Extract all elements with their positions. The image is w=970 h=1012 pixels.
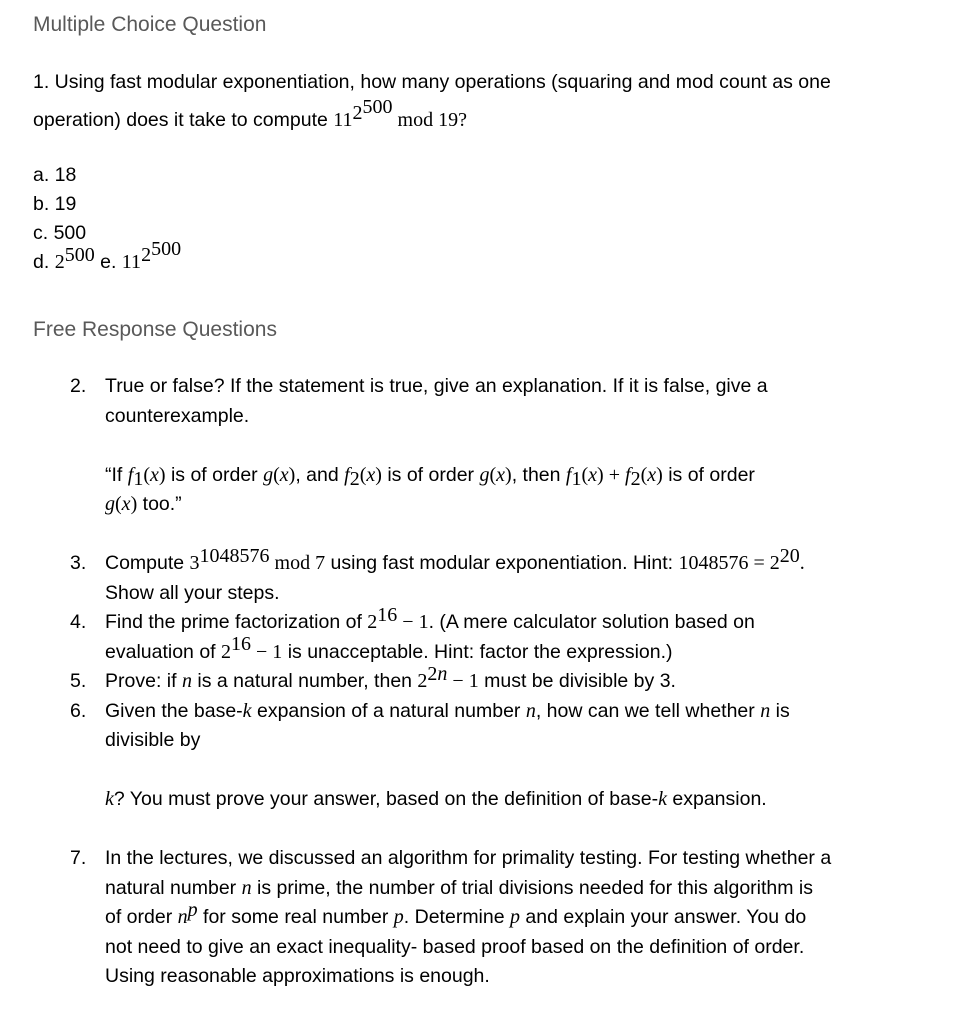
text-run: expansion of a natural number — [251, 699, 526, 722]
math-variable: f — [565, 463, 572, 486]
math-variable: f — [127, 463, 134, 486]
text-run: , how can we tell whether — [535, 699, 761, 722]
math-run: − 1 — [397, 611, 429, 633]
item-number: 3. — [70, 552, 87, 574]
math-run: 11 — [333, 109, 353, 131]
superscript — [231, 633, 252, 656]
math-variable: g — [479, 463, 490, 486]
text-run: operation) does it take to compute — [33, 109, 334, 131]
math-variable: n — [525, 699, 536, 722]
math-variable: k — [242, 699, 252, 722]
math-variable: n — [241, 876, 252, 899]
text-line — [105, 785, 944, 815]
math-variable: k — [105, 788, 114, 810]
math-variable: x — [121, 493, 131, 515]
answer-option — [33, 237, 944, 277]
item-content — [105, 544, 944, 608]
math-run: ( — [581, 463, 589, 486]
text-run: Prove: if — [105, 670, 182, 692]
math-run: 2 — [221, 640, 232, 663]
math-run: − 1 — [447, 670, 479, 692]
text-run: , and — [295, 463, 345, 486]
math-run: ( — [115, 493, 122, 515]
text-line — [105, 461, 944, 491]
math-variable: p — [510, 906, 520, 928]
math-run: 500 — [151, 237, 182, 260]
math-run: 2 — [349, 467, 360, 490]
text-run: d. — [33, 251, 55, 273]
text-run: “If — [105, 463, 128, 486]
item-content — [105, 372, 944, 549]
section-heading-multiple-choice: Multiple Choice Question — [33, 13, 267, 36]
item-content — [105, 603, 944, 667]
math-variable: k — [658, 788, 667, 810]
math-run: 1 — [571, 467, 582, 490]
text-run: expansion. — [666, 788, 767, 810]
math-variable: x — [496, 463, 506, 486]
text-run: . Determine — [403, 906, 510, 928]
math-run: 500 — [64, 243, 95, 266]
math-variable: x — [366, 463, 376, 486]
frq-item — [70, 844, 944, 992]
math-run: 1048576 = 2 — [678, 552, 780, 574]
frq-item — [70, 662, 944, 697]
math-run: 16 — [231, 633, 252, 656]
text-run: natural number — [105, 876, 242, 899]
text-run: of order — [105, 906, 178, 928]
math-run: 2 — [630, 467, 641, 490]
item-number: 5. — [70, 670, 87, 692]
text-run: b. 19 — [33, 193, 77, 215]
superscript — [427, 662, 448, 685]
math-run: 2 — [141, 243, 152, 266]
text-run: using fast modular exponentiation. Hint: — [325, 552, 679, 574]
math-run: ( — [143, 463, 150, 486]
math-run: − 1 — [251, 640, 283, 663]
superscript — [199, 544, 270, 567]
text-run: evaluation of — [105, 640, 222, 663]
math-run: 16 — [377, 603, 398, 626]
superscript — [779, 544, 800, 567]
item-content — [105, 844, 944, 992]
text-run: Using reasonable approximations is enough. — [105, 965, 490, 987]
math-run: 500 — [362, 95, 393, 118]
text-run: divisible by — [105, 729, 201, 751]
math-run: ) — [375, 463, 382, 486]
math-run: 2 — [427, 662, 438, 685]
text-run: c. 500 — [33, 222, 87, 244]
text-line — [105, 633, 944, 668]
text-line — [105, 933, 944, 963]
text-line — [105, 962, 944, 992]
math-run: mod 7 — [269, 552, 326, 574]
question-text-line — [33, 95, 944, 139]
text-run: must be divisible by 3. — [478, 670, 676, 692]
text-run: Show all your steps. — [105, 581, 280, 604]
math-run: 2 — [352, 101, 363, 124]
text-run: is — [770, 699, 790, 722]
math-variable: x — [279, 463, 289, 486]
math-run: ( — [359, 463, 367, 486]
subscript — [630, 467, 641, 490]
math-run: 2 — [417, 670, 428, 692]
superscript — [141, 237, 182, 266]
math-variable: g — [263, 463, 274, 486]
superscript — [362, 95, 393, 118]
subscript — [133, 467, 144, 490]
math-variable: x — [647, 463, 657, 486]
math-run: 11 — [121, 251, 142, 273]
question-1 — [33, 63, 944, 139]
math-variable: n — [181, 670, 192, 692]
superscript — [377, 603, 398, 626]
question-text-line — [33, 63, 944, 101]
subscript — [571, 467, 582, 490]
text-run: is prime, the number of trial divisions needed for this algorithm is — [251, 876, 813, 899]
text-run: e. — [94, 251, 122, 273]
text-run: 1. Using fast modular exponentiation, how many operations (squaring and mod count as one — [33, 71, 831, 93]
item-number: 6. — [70, 699, 87, 722]
text-line — [105, 579, 944, 609]
blank-line — [105, 431, 944, 461]
math-run: ) — [505, 463, 512, 486]
math-variable: p — [187, 898, 198, 921]
math-variable: x — [149, 463, 159, 486]
math-variable: x — [588, 463, 598, 486]
math-run: ( — [273, 463, 280, 486]
text-run: Find the prime factorization of — [105, 611, 368, 633]
text-run: True or false? If the statement is true, give an explanation. If it is false, give a — [105, 375, 768, 397]
math-run: 1 — [133, 467, 144, 490]
text-run: Given the base- — [105, 699, 243, 722]
math-run: ) — [656, 463, 663, 486]
text-run: for some real number — [197, 906, 394, 928]
text-line — [105, 874, 944, 904]
section-heading-free-response: Free Response Questions — [33, 318, 277, 341]
text-run: is of order — [381, 463, 480, 486]
text-line — [105, 402, 944, 432]
math-run: ) — [288, 463, 296, 486]
math-variable: p — [393, 906, 404, 928]
math-run: 3 — [189, 552, 200, 574]
text-run: and explain your answer. You do — [520, 906, 807, 928]
answer-options — [33, 161, 944, 277]
superscript — [352, 95, 393, 124]
item-number: 4. — [70, 611, 87, 633]
text-line — [105, 844, 944, 874]
frq-item — [70, 603, 944, 667]
math-run: 2 — [367, 611, 378, 633]
math-run: ) + — [597, 463, 625, 486]
math-run: ( — [489, 463, 497, 486]
text-run: ? You must prove your answer, based on the definition of base- — [113, 788, 659, 810]
text-run: , then — [511, 463, 566, 486]
item-content — [105, 662, 944, 697]
math-variable: f — [625, 463, 631, 486]
item-content — [105, 697, 944, 845]
superscript — [64, 243, 95, 266]
text-run: is unacceptable. Hint: factor the expression.) — [282, 640, 673, 663]
text-run: counterexample. — [105, 404, 250, 427]
math-variable: f — [344, 463, 350, 486]
text-run: Compute — [105, 552, 190, 574]
math-run: ) — [130, 493, 138, 515]
text-run: is a natural number, then — [191, 670, 418, 692]
text-run: . (A mere calculator solution based on — [428, 611, 755, 633]
math-variable: g — [105, 493, 115, 515]
answer-option — [33, 190, 944, 219]
frq-item — [70, 544, 944, 608]
frq-item — [70, 697, 944, 845]
text-run: too.” — [137, 493, 182, 515]
superscript — [187, 898, 198, 921]
math-run: ( — [640, 463, 648, 486]
math-run: 20 — [779, 544, 800, 567]
math-run: ) — [158, 463, 166, 486]
text-run: is of order — [165, 463, 264, 486]
text-line — [105, 662, 944, 697]
math-variable: n — [177, 906, 188, 928]
text-run: not need to give an exact inequality- based proof based on the definition of order. — [105, 935, 805, 958]
blank-line — [105, 756, 944, 786]
text-line — [105, 544, 944, 579]
item-number: 2. — [70, 375, 87, 397]
text-line — [105, 726, 944, 756]
item-number: 7. — [70, 847, 87, 869]
text-line — [105, 898, 944, 933]
math-run: 2 — [54, 251, 65, 273]
math-run: 1048576 — [199, 544, 270, 567]
free-response-list — [33, 372, 944, 992]
math-run: mod 19? — [392, 109, 467, 131]
text-line — [105, 372, 944, 402]
text-run: is of order — [662, 463, 755, 486]
text-line — [105, 490, 944, 520]
text-run: a. 18 — [33, 164, 77, 186]
superscript — [151, 237, 182, 260]
blank-line — [105, 815, 944, 845]
math-variable: n — [437, 662, 448, 685]
answer-option — [33, 161, 944, 190]
text-run: In the lectures, we discussed an algorithm for primality testing. For testing whether a — [105, 847, 832, 869]
text-line — [105, 697, 944, 727]
subscript — [349, 467, 360, 490]
frq-item — [70, 372, 944, 549]
math-run: . — [799, 552, 805, 574]
math-variable: n — [760, 699, 771, 722]
